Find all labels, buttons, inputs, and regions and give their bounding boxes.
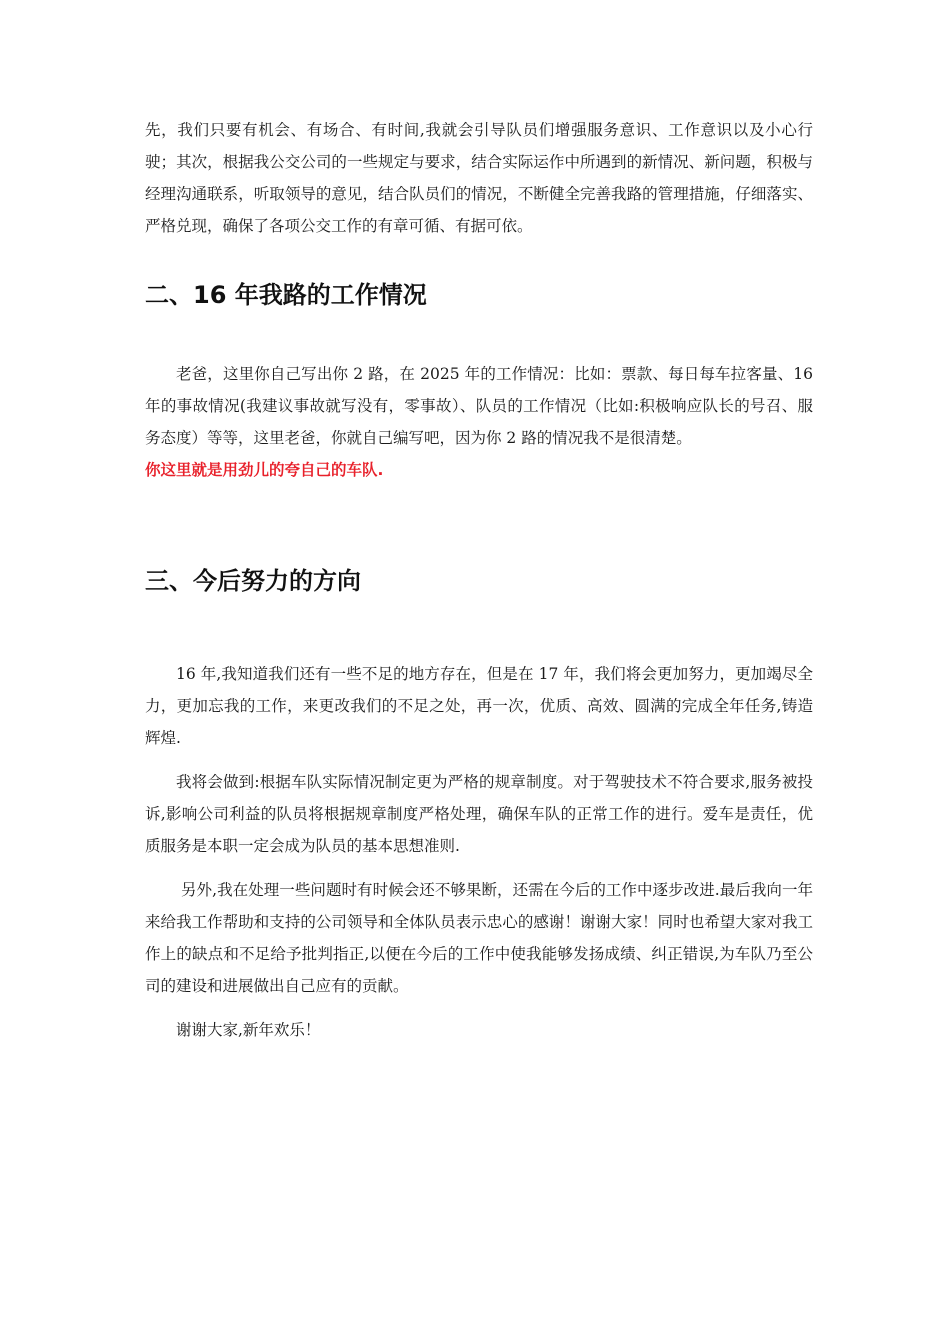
intro-paragraph: 先，我们只要有机会、有场合、有时间,我就会引导队员们增强服务意识、工作意识以及小心行驶；其次，根据我公交公司的一些规定与要求，结合实际运作中所遇到的新情况、新问题，积极与经理沟通联系，听取领导的意见，结合队员们的情况，不断健全完善我路的管理措施，仔细落实、严格兑现，确保了各项公交工作的有章可循、有据可依。 xyxy=(145,121,813,235)
future-paragraph-3: 另外,我在处理一些问题时有时候会还不够果断，还需在今后的工作中逐步改进.最后我向一年来给我工作帮助和支持的公司领导和全体队员表示忠心的感谢！谢谢大家！同时也希望大家对我工作上的缺点和不足给予批判指正,以便在今后的工作中使我能够发扬成绩、纠正错误,为车队乃至公司的建设和进展做出自己应有的贡献。 xyxy=(145,881,813,995)
section-heading-future-direction: 三、今后努力的方向 xyxy=(145,567,361,595)
document-body xyxy=(145,114,813,1046)
future-paragraph-1: 16 年,我知道我们还有一些不足的地方存在，但是在 17 年，我们将会更加努力，更加竭尽全力，更加忘我的工作，来更改我们的不足之处，再一次，优质、高效、圆满的完成全年任务,铸造辉煌. xyxy=(145,665,813,747)
work-status-text: 老爸，这里你自己写出你 2 路，在 2025 年的工作情况：比如：票款、每日每车拉客量、16 年的事故情况(我建议事故就写没有，零事故）、队员的工作情况（比如:积极响应队长的号召、服务态度）等等，这里老爸，你就自己编写吧，因为你 2 路的情况我不是很清楚。 xyxy=(145,365,813,447)
section-heading-work-status: 二、16 年我路的工作情况 xyxy=(145,281,427,309)
closing-line: 谢谢大家,新年欢乐！ xyxy=(176,1021,321,1039)
work-status-paragraph xyxy=(145,358,813,486)
future-paragraph-2: 我将会做到:根据车队实际情况制定更为严格的规章制度。对于驾驶技术不符合要求,服务被投诉,影响公司利益的队员将根据规章制度严格处理，确保车队的正常工作的进行。爱车是责任，优质服务是本职一定会成为队员的基本思想准则. xyxy=(145,773,813,855)
highlight-note: 你这里就是用劲儿的夸自己的车队. xyxy=(145,461,384,479)
